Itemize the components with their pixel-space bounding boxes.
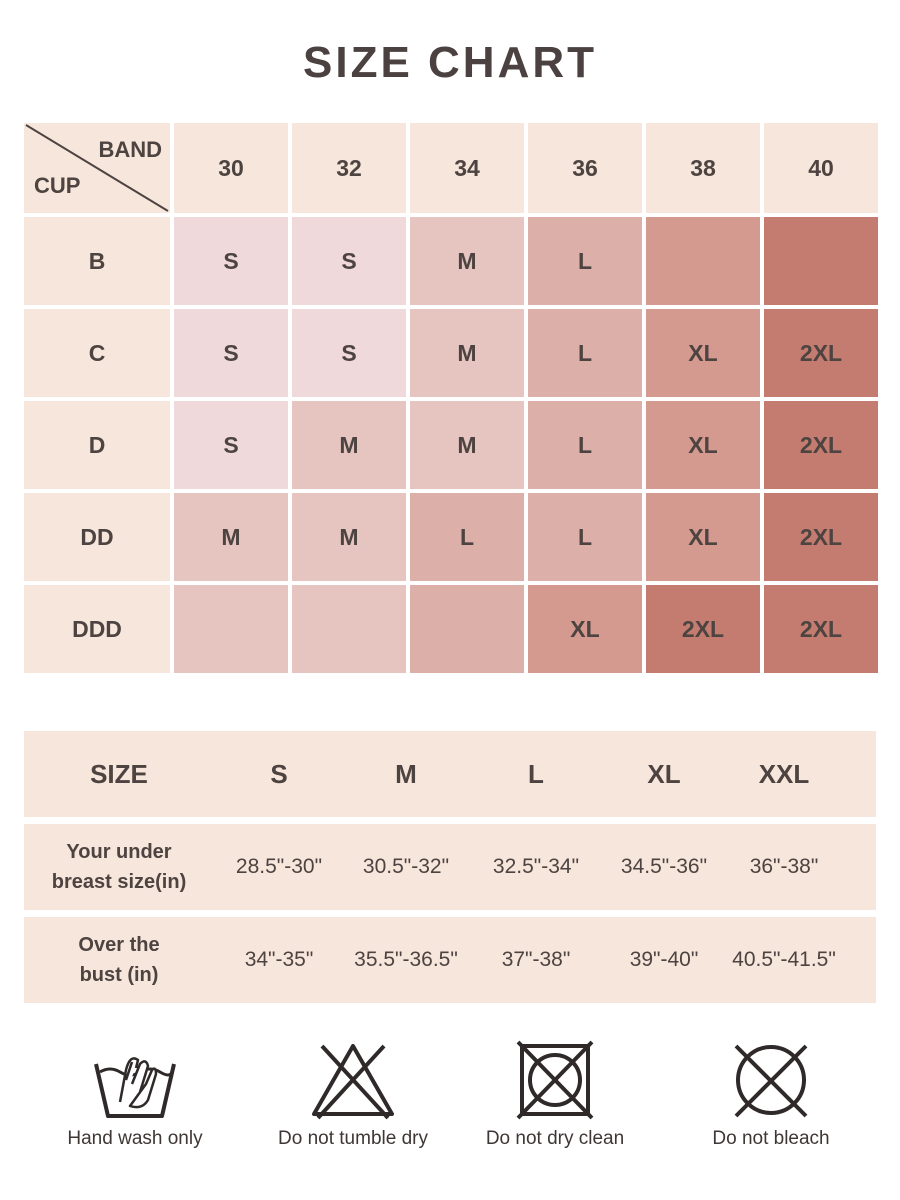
measurement-value: 28.5"-30" — [235, 855, 323, 878]
size-cell: M — [292, 401, 406, 489]
size-cell: L — [528, 493, 642, 581]
size-column-header-s: S — [270, 758, 288, 789]
size-cell: S — [292, 309, 406, 397]
size-cell: M — [410, 217, 524, 305]
band-header-40: 40 — [764, 123, 878, 213]
size-cell: XL — [646, 493, 760, 581]
size-cell: L — [528, 217, 642, 305]
size-cell: XL — [646, 401, 760, 489]
size-cell: M — [410, 401, 524, 489]
size-cell: L — [528, 401, 642, 489]
page-title: SIZE CHART — [303, 38, 597, 87]
under-breast-row — [24, 824, 876, 910]
size-header-label: SIZE — [90, 758, 148, 789]
measurement-label — [24, 824, 214, 910]
size-cell: L — [410, 493, 524, 581]
measurement-value: 30.5"-32" — [362, 855, 450, 878]
size-cell: 2XL — [764, 585, 878, 673]
size-cell: 2XL — [764, 493, 878, 581]
band-header-36: 36 — [528, 123, 642, 213]
size-cell — [174, 585, 288, 673]
measurement-value: 34.5"-36" — [620, 855, 708, 878]
size-cell — [292, 585, 406, 673]
cup-header-b: B — [24, 217, 170, 305]
measurement-label-line: breast size(in) — [51, 871, 187, 893]
no-bleach-icon — [726, 1040, 816, 1120]
size-cell: L — [528, 309, 642, 397]
size-cell: 2XL — [764, 401, 878, 489]
band-header-32: 32 — [292, 123, 406, 213]
band-axis-label: BAND — [98, 137, 162, 162]
band-header-34: 34 — [410, 123, 524, 213]
size-cell: 2XL — [764, 309, 878, 397]
cup-header-ddd: DDD — [24, 585, 170, 673]
measurement-value: 37"-38" — [501, 948, 571, 971]
size-table-header-row — [24, 731, 876, 817]
care-label: Hand wash only — [67, 1128, 203, 1149]
measurement-value: 40.5"-41.5" — [732, 948, 836, 971]
no-tumble-dry-icon — [308, 1040, 398, 1120]
size-cell — [646, 217, 760, 305]
size-cell: M — [410, 309, 524, 397]
care-item-hand-wash — [30, 1040, 240, 1150]
size-column-header-l: L — [528, 758, 544, 789]
care-item-no-dry-clean — [450, 1040, 660, 1150]
measurement-value: 36"-38" — [749, 855, 819, 878]
cup-header-dd: DD — [24, 493, 170, 581]
measurement-label-line: Over the — [78, 934, 160, 956]
size-cell: S — [174, 401, 288, 489]
measurement-label-line: Your under — [66, 841, 172, 863]
cup-header-d: D — [24, 401, 170, 489]
size-cell: S — [174, 217, 288, 305]
over-bust-row — [24, 917, 876, 1003]
size-cell — [410, 585, 524, 673]
measurement-value: 32.5"-34" — [492, 855, 580, 878]
measurement-value: 35.5"-36.5" — [354, 948, 458, 971]
measurement-value: 34"-35" — [244, 948, 314, 971]
size-cell: XL — [528, 585, 642, 673]
grid-corner-header — [24, 123, 170, 213]
band-header-38: 38 — [646, 123, 760, 213]
size-column-header-xl: XL — [647, 758, 681, 789]
size-cell: 2XL — [646, 585, 760, 673]
care-item-no-bleach — [666, 1040, 876, 1150]
cup-header-c: C — [24, 309, 170, 397]
size-cell: S — [174, 309, 288, 397]
size-cell — [764, 217, 878, 305]
care-label: Do not tumble dry — [278, 1128, 428, 1149]
size-column-header-xxl: XXL — [758, 758, 810, 789]
measurement-label — [24, 917, 214, 1003]
band-header-30: 30 — [174, 123, 288, 213]
care-label: Do not dry clean — [485, 1128, 625, 1149]
no-dry-clean-icon — [510, 1040, 600, 1120]
size-cell: XL — [646, 309, 760, 397]
measurement-value: 39"-40" — [629, 948, 699, 971]
care-item-no-tumble-dry — [248, 1040, 458, 1150]
size-cell: S — [292, 217, 406, 305]
size-cell: M — [174, 493, 288, 581]
cup-axis-label: CUP — [34, 173, 81, 198]
hand-wash-icon — [90, 1040, 180, 1120]
care-label: Do not bleach — [712, 1128, 830, 1149]
bra-size-grid — [24, 123, 876, 683]
size-column-header-m: M — [395, 758, 417, 789]
measurement-label-line: bust (in) — [79, 964, 159, 986]
size-cell: M — [292, 493, 406, 581]
